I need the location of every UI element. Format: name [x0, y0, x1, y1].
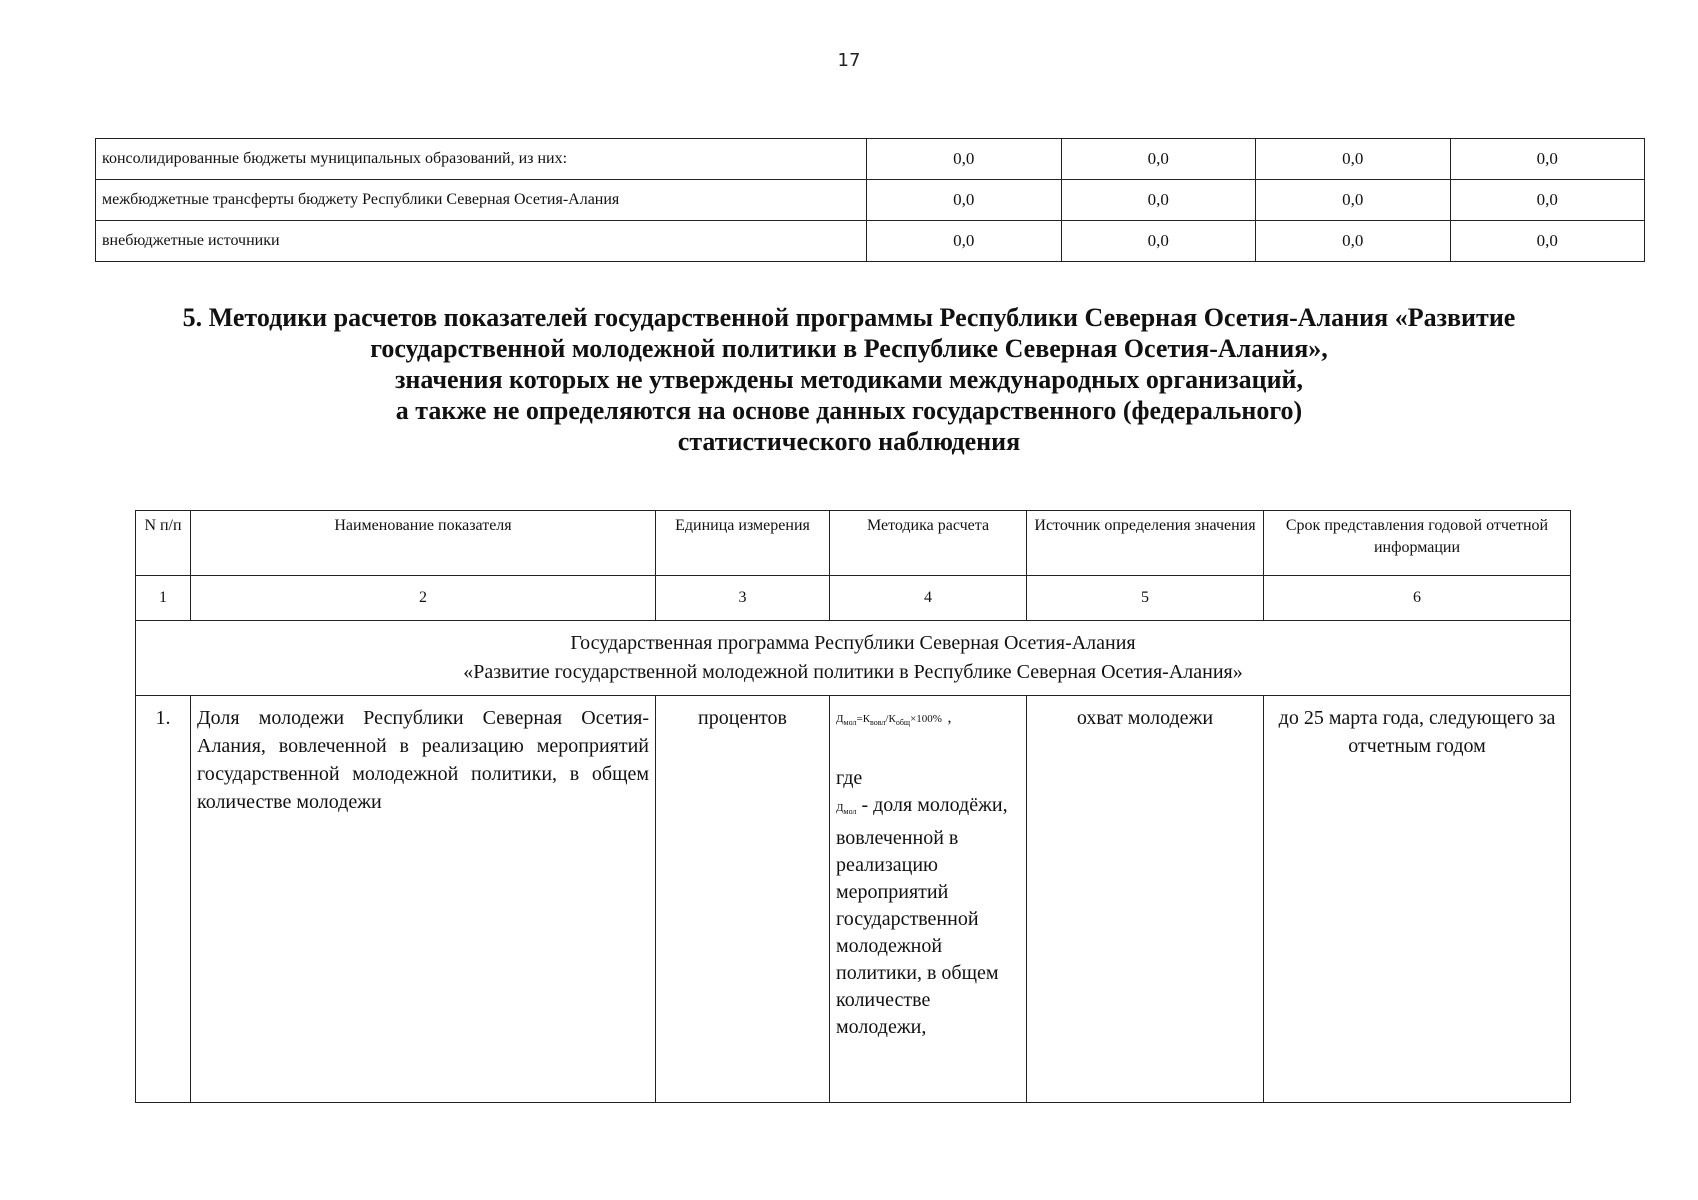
column-header: Источник определения значения [1027, 511, 1264, 576]
budget-value-cell: 0,0 [1450, 139, 1645, 180]
budget-value-cell: 0,0 [1061, 139, 1256, 180]
column-number-row [136, 576, 1571, 621]
column-header: Единица измерения [656, 511, 830, 576]
section-title-line: государственной молодежной политики в Республике Северная Осетия-Алания», [370, 334, 1328, 363]
budget-value-cell: 0,0 [1256, 221, 1451, 262]
table-row [96, 139, 1645, 180]
budget-value-cell: 0,0 [867, 139, 1062, 180]
budget-value-cell: 0,0 [1256, 139, 1451, 180]
indicator-name: Доля молодежи Республики Северная Осетия-Алания, вовлеченной в реализацию мероприятий государственной молодежной политики, в общем количестве молодежи [191, 696, 656, 1103]
program-title-line: «Развитие государственной молодежной политики в Республике Северная Осетия-Алания» [463, 661, 1243, 683]
column-number: 1 [136, 576, 191, 621]
method-description: где $Д_{мол}$ - доля молодёжи, вовлеченной в реализацию мероприятий государственной молодежной политики, в общем количестве молодежи, [836, 767, 1008, 1039]
page-number: 17 [837, 50, 861, 71]
budget-value-cell: 0,0 [1256, 180, 1451, 221]
calculation-method [830, 696, 1027, 1103]
budget-source-label: внебюджетные источники [96, 221, 867, 262]
table-header-row [136, 511, 1571, 576]
column-header: N п/п [136, 511, 191, 576]
budget-source-label: консолидированные бюджеты муниципальных образований, из них: [96, 139, 867, 180]
section-title-line: а также не определяются на основе данных государственного (федерального) [395, 396, 1303, 425]
budget-value-cell: 0,0 [1061, 221, 1256, 262]
unit-of-measure: процентов [656, 696, 830, 1103]
column-number: 6 [1264, 576, 1571, 621]
methodology-table [135, 510, 1571, 1103]
table-row [96, 221, 1645, 262]
budget-value-cell: 0,0 [1061, 180, 1256, 221]
program-title-cell [136, 621, 1571, 696]
budget-table [95, 138, 1645, 262]
report-deadline: до 25 марта года, следующего за отчетным годом [1264, 696, 1571, 1103]
column-header: Методика расчета [830, 511, 1027, 576]
row-number: 1. [136, 696, 191, 1103]
formula: $Д_{мол}=К_{вовл}/К_{общ}\times 100\%$ , [836, 709, 952, 728]
column-number: 4 [830, 576, 1027, 621]
table-row [136, 696, 1571, 1103]
column-header: Наименование показателя [191, 511, 656, 576]
program-title-line: Государственная программа Республики Северная Осетия-Алания [570, 632, 1136, 654]
budget-source-label: межбюджетные трансферты бюджету Республики Северная Осетия-Алания [96, 180, 867, 221]
program-row [136, 621, 1571, 696]
table-row [96, 180, 1645, 221]
section-title-line: статистического наблюдения [677, 427, 1021, 456]
budget-value-cell: 0,0 [1450, 221, 1645, 262]
section-title [0, 302, 1698, 457]
section-title-line: значения которых не утверждены методиками международных организаций, [394, 365, 1304, 394]
section-title-line: 5. Методики расчетов показателей государственной программы Республики Северная Осетия-Алания «Развитие [182, 303, 1516, 332]
budget-value-cell: 0,0 [867, 180, 1062, 221]
budget-value-cell: 0,0 [1450, 180, 1645, 221]
column-number: 2 [191, 576, 656, 621]
column-header: Срок представления годовой отчетной информации [1264, 511, 1571, 576]
column-number: 3 [656, 576, 830, 621]
budget-value-cell: 0,0 [867, 221, 1062, 262]
column-number: 5 [1027, 576, 1264, 621]
data-source: охват молодежи [1027, 696, 1264, 1103]
